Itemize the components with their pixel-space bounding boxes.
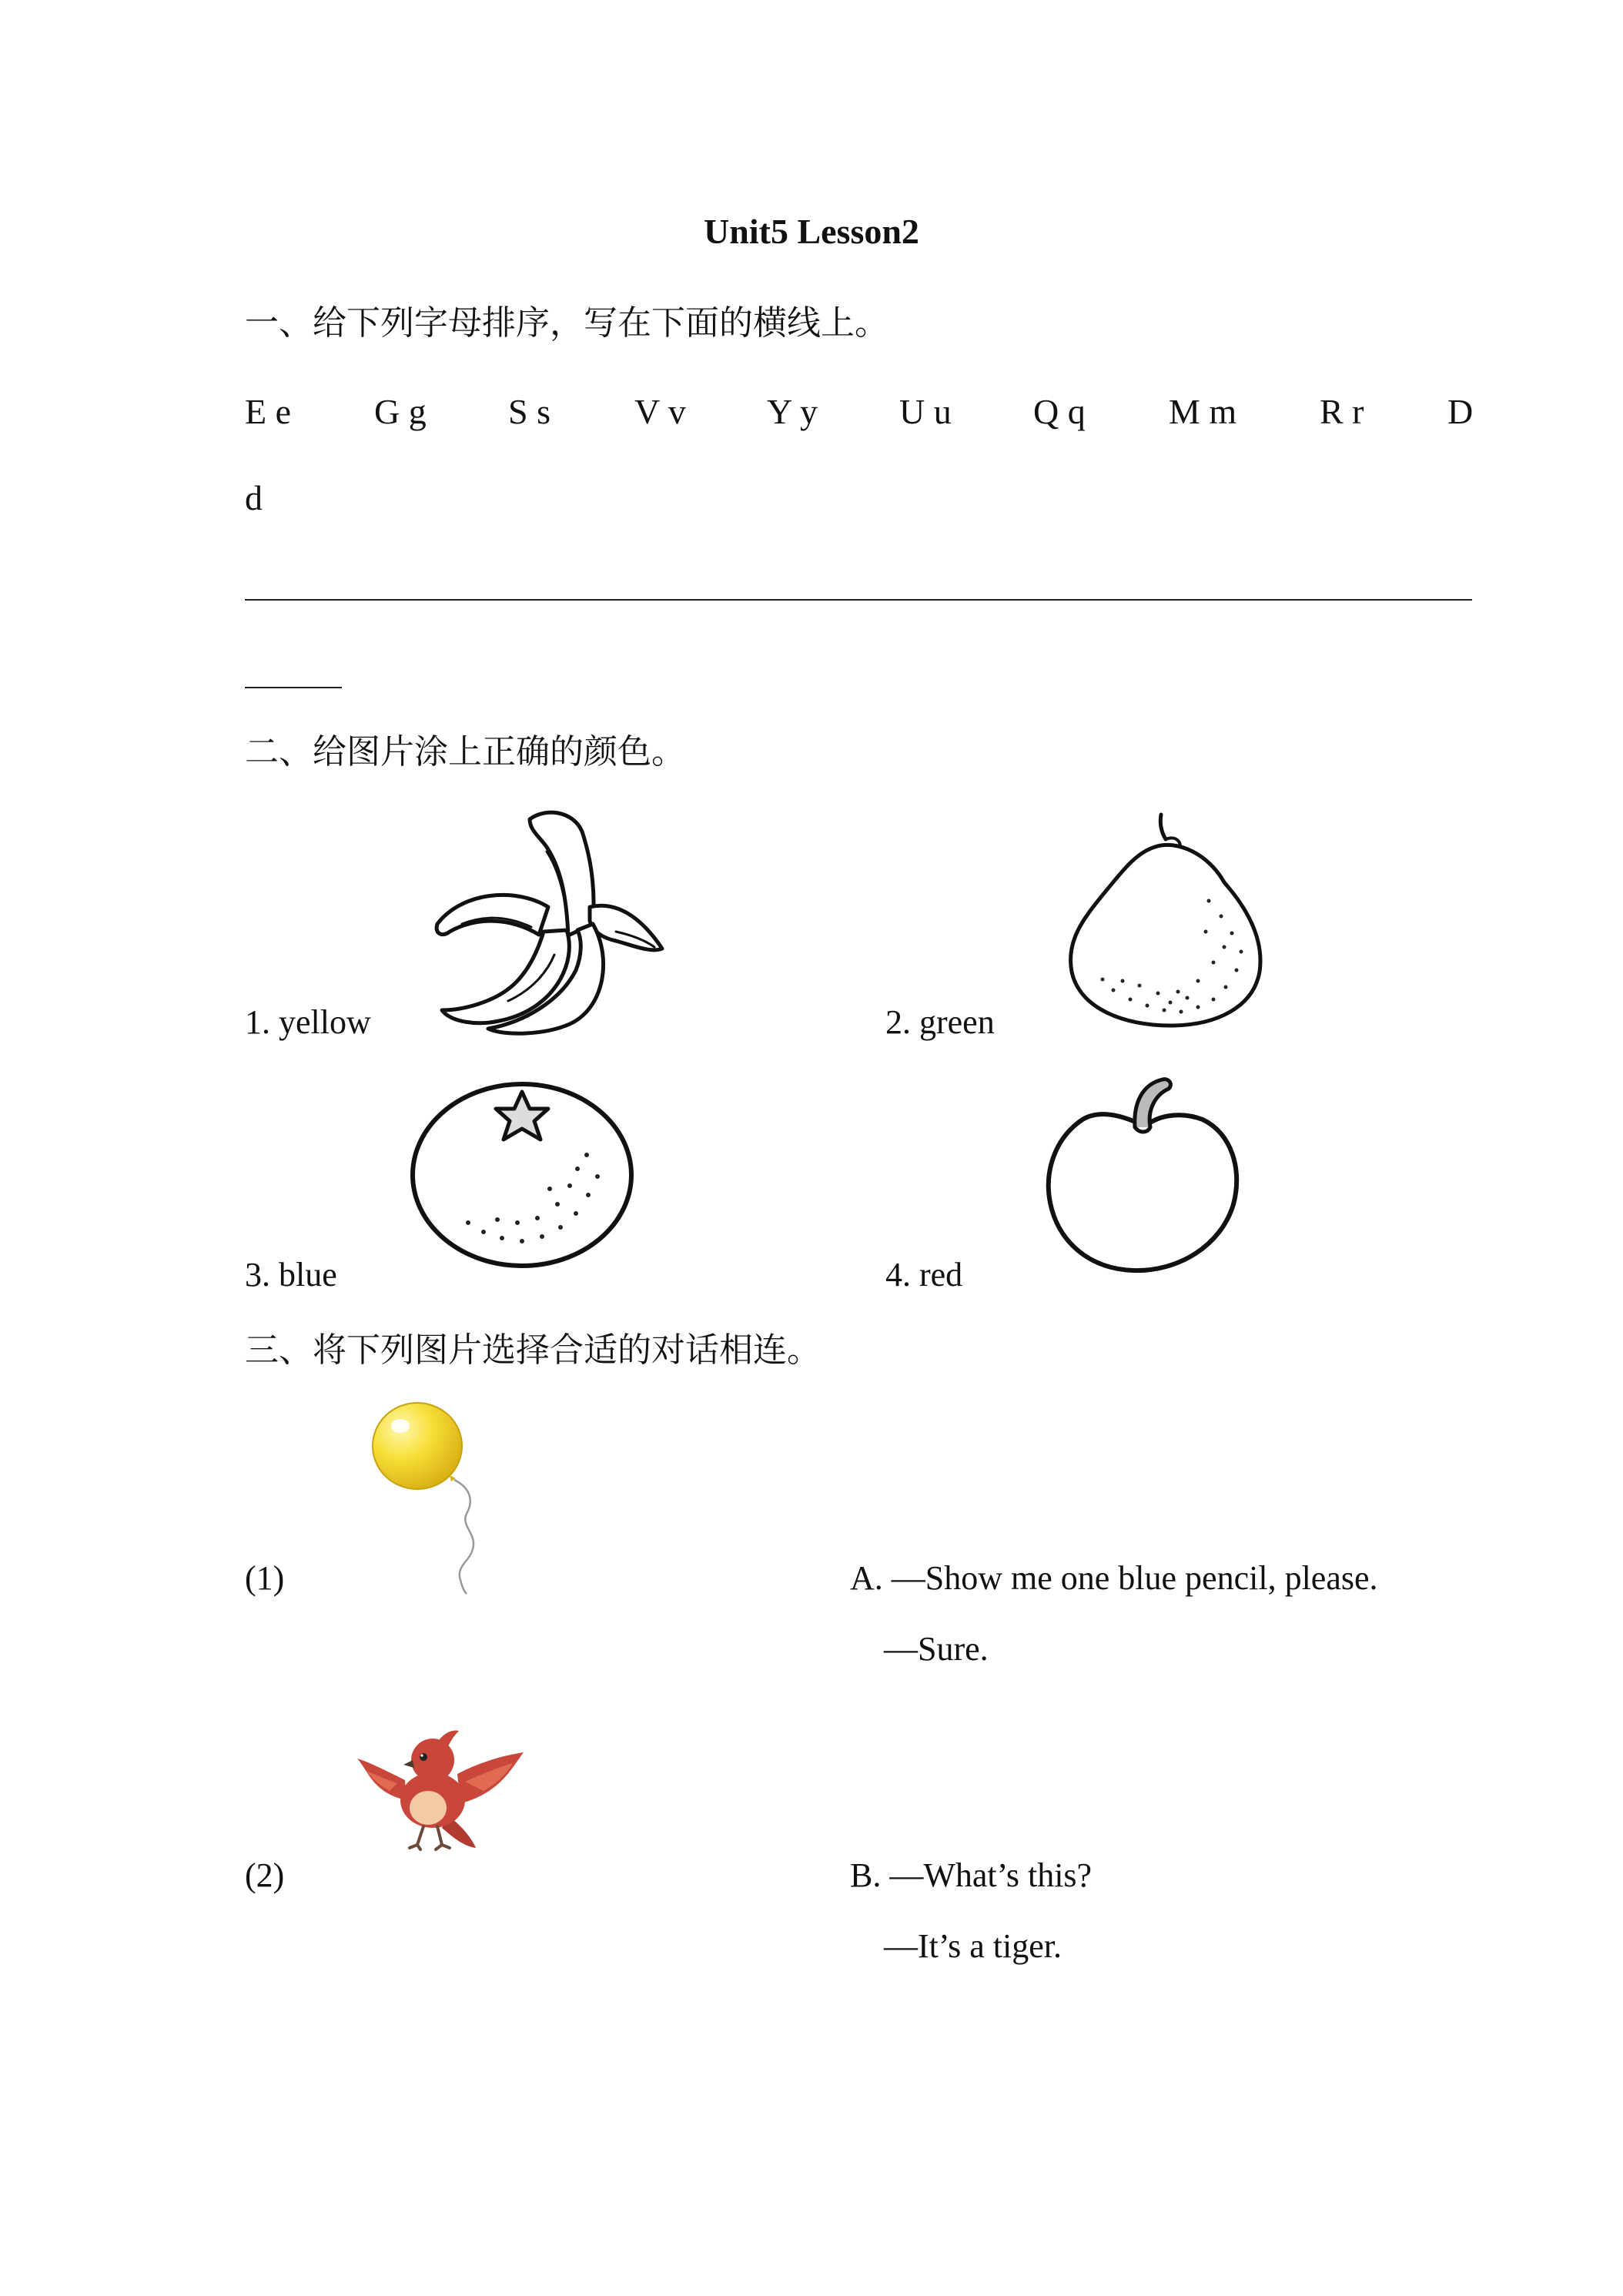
- letter-pair: E e: [245, 392, 292, 431]
- letter-pair: d: [245, 478, 263, 517]
- pear-icon: [1062, 808, 1270, 1029]
- banana-icon: [431, 808, 678, 1036]
- balloon-icon: [370, 1398, 524, 1595]
- letter-pair: V v: [634, 392, 686, 431]
- bird-icon: [356, 1729, 525, 1853]
- letter-pair: M m: [1169, 392, 1237, 431]
- letter-pair: D: [1447, 392, 1474, 431]
- dialogue-a-line-1: A. —Show me one blue pencil, please.: [850, 1559, 1378, 1597]
- letter-pair: Q q: [1033, 392, 1086, 431]
- page-title: Unit5 Lesson2: [704, 212, 919, 251]
- letter-pair: Y y: [767, 392, 818, 431]
- color-item-label: 1. yellow: [245, 1003, 371, 1041]
- letter-pair: R r: [1320, 392, 1364, 431]
- answer-line[interactable]: [245, 599, 1472, 601]
- section-3-heading: 三、将下列图片选择合适的对话相连。: [245, 1331, 821, 1369]
- answer-line[interactable]: [245, 687, 342, 688]
- picture-label: (1): [245, 1559, 285, 1597]
- letter-pair: G g: [374, 392, 427, 431]
- color-item-label: 4. red: [885, 1256, 963, 1294]
- dialogue-b-line-1: B. —What’s this?: [850, 1856, 1093, 1894]
- dialogue-a-line-2: —Sure.: [884, 1630, 989, 1668]
- letter-pair: U u: [899, 392, 952, 431]
- dialogue-b-line-2: —It’s a tiger.: [884, 1927, 1062, 1965]
- section-2-heading: 二、给图片涂上正确的颜色。: [245, 733, 685, 771]
- apple-icon: [1039, 1072, 1247, 1274]
- letter-pair: S s: [508, 392, 550, 431]
- orange-icon: [407, 1078, 637, 1270]
- section-1-heading: 一、给下列字母排序，写在下面的横线上。: [245, 304, 888, 342]
- color-item-label: 2. green: [885, 1003, 995, 1041]
- picture-label: (2): [245, 1856, 285, 1894]
- color-item-label: 3. blue: [245, 1256, 337, 1294]
